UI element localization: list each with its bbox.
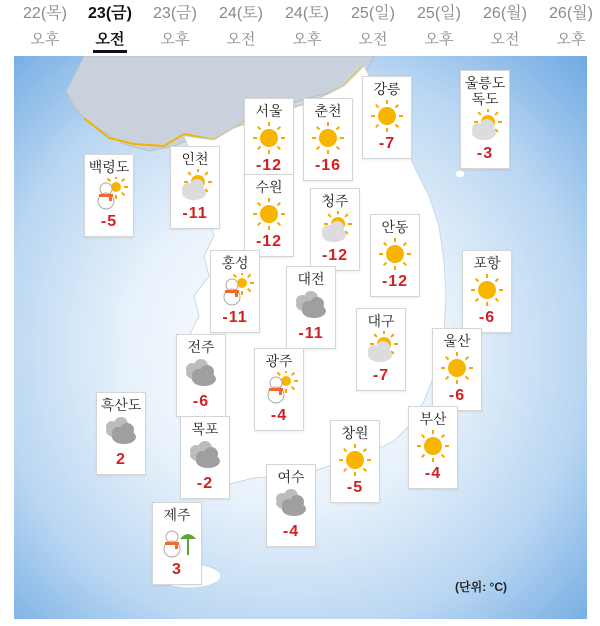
tab-22-pm[interactable] xyxy=(12,4,78,50)
city-name: 부산 xyxy=(419,411,447,427)
sunny-icon xyxy=(250,197,288,231)
city-card[interactable] xyxy=(244,98,294,181)
partly-cloudy-icon xyxy=(362,331,400,365)
city-name: 인천 xyxy=(181,151,209,167)
sunny-icon xyxy=(309,121,347,155)
tab-24-am[interactable] xyxy=(208,4,274,50)
tab-period: 오전 xyxy=(490,31,520,48)
city-temp: 2 xyxy=(116,451,126,468)
city-temp: -2 xyxy=(196,475,214,492)
city-name: 목포 xyxy=(191,421,219,437)
city-temp: -7 xyxy=(378,135,396,152)
city-temp: -4 xyxy=(282,523,300,540)
unit-label: (단위: °C) xyxy=(455,580,507,594)
city-temp: 3 xyxy=(172,561,182,578)
city-name: 울릉도 독도 xyxy=(464,75,506,107)
tab-date: 24(토) xyxy=(285,5,329,22)
city-name: 안동 xyxy=(381,219,409,235)
partly-cloudy-icon xyxy=(466,109,504,143)
sunny-icon xyxy=(376,237,414,271)
partly-cloudy-icon xyxy=(316,211,354,245)
tab-26-am[interactable] xyxy=(472,4,538,50)
tab-date: 25(일) xyxy=(351,5,395,22)
city-card[interactable] xyxy=(286,266,336,349)
tab-date: 26(월) xyxy=(483,5,527,22)
city-card[interactable] xyxy=(84,154,134,237)
sunny-icon xyxy=(368,99,406,133)
city-temp: -11 xyxy=(298,325,324,342)
city-name: 수원 xyxy=(255,179,283,195)
tab-date: 25(일) xyxy=(417,5,461,22)
snow-umbrella-icon xyxy=(158,525,196,559)
tab-period: 오후 xyxy=(292,31,322,48)
tab-25-am[interactable] xyxy=(340,4,406,50)
city-card[interactable] xyxy=(432,328,482,411)
sunny-icon xyxy=(438,351,476,385)
city-card[interactable] xyxy=(370,214,420,297)
tab-date: 23(금) xyxy=(153,5,197,22)
city-temp: -12 xyxy=(321,247,349,264)
city-card[interactable] xyxy=(152,502,202,585)
city-card[interactable] xyxy=(330,420,380,503)
city-card[interactable] xyxy=(96,392,146,475)
city-temp: -4 xyxy=(424,465,442,482)
tab-23-pm[interactable] xyxy=(142,4,208,50)
cloudy-icon xyxy=(292,289,330,323)
city-name: 강릉 xyxy=(373,81,401,97)
city-temp: -3 xyxy=(476,145,494,162)
tab-period: 오전 xyxy=(93,31,128,53)
city-card[interactable] xyxy=(462,250,512,333)
city-card[interactable] xyxy=(210,250,260,333)
ulleungdo-shape xyxy=(455,170,465,178)
tab-date: 22(목) xyxy=(23,5,67,22)
city-temp: -16 xyxy=(314,157,342,174)
tab-26-pm[interactable] xyxy=(538,4,600,50)
city-name: 제주 xyxy=(163,507,191,523)
tab-23-am[interactable] xyxy=(77,4,143,50)
city-temp: -12 xyxy=(381,273,409,290)
city-temp: -4 xyxy=(270,407,288,424)
city-card[interactable] xyxy=(170,146,220,229)
city-card[interactable] xyxy=(356,308,406,391)
sunny-icon xyxy=(468,273,506,307)
city-name: 청주 xyxy=(321,193,349,209)
cloudy-icon xyxy=(272,487,310,521)
city-name: 창원 xyxy=(341,425,369,441)
city-name: 광주 xyxy=(265,353,293,369)
city-temp: -6 xyxy=(478,309,496,326)
city-card[interactable] xyxy=(244,174,294,257)
city-name: 울산 xyxy=(443,333,471,349)
sunny-icon xyxy=(414,429,452,463)
city-name: 대구 xyxy=(367,313,395,329)
city-name: 여수 xyxy=(277,469,305,485)
partly-cloudy-icon xyxy=(176,169,214,203)
city-card[interactable] xyxy=(408,406,458,489)
city-temp: -5 xyxy=(346,479,364,496)
city-card[interactable] xyxy=(180,416,230,499)
city-temp: -7 xyxy=(372,367,390,384)
city-card[interactable] xyxy=(254,348,304,431)
city-card[interactable] xyxy=(310,188,360,271)
city-card[interactable] xyxy=(460,70,510,169)
sunny-icon xyxy=(250,121,288,155)
tab-25-pm[interactable] xyxy=(406,4,472,50)
tab-date: 24(토) xyxy=(219,5,263,22)
city-card[interactable] xyxy=(362,76,412,159)
city-name: 홍성 xyxy=(221,255,249,271)
city-card[interactable] xyxy=(303,98,353,181)
cloudy-icon xyxy=(186,439,224,473)
tab-period: 오후 xyxy=(30,31,60,48)
city-temp: -11 xyxy=(182,205,208,222)
tab-period: 오전 xyxy=(226,31,256,48)
city-temp: -12 xyxy=(255,233,283,250)
tab-date: 26(월) xyxy=(549,5,593,22)
tab-period: 오후 xyxy=(160,31,190,48)
tab-24-pm[interactable] xyxy=(274,4,340,50)
city-name: 대전 xyxy=(297,271,325,287)
sunny-icon xyxy=(336,443,374,477)
city-name: 백령도 xyxy=(88,159,130,175)
city-name: 흑산도 xyxy=(100,397,142,413)
snow-sun-icon xyxy=(216,273,254,307)
city-temp: -6 xyxy=(448,387,466,404)
city-temp: -5 xyxy=(100,213,118,230)
snow-sun-icon xyxy=(260,371,298,405)
city-temp: -12 xyxy=(255,157,283,174)
tab-period: 오후 xyxy=(424,31,454,48)
city-card[interactable] xyxy=(176,334,226,417)
city-temp: -6 xyxy=(192,393,210,410)
tab-period: 오전 xyxy=(358,31,388,48)
city-name: 전주 xyxy=(187,339,215,355)
weather-map xyxy=(14,56,587,619)
city-card[interactable] xyxy=(266,464,316,547)
date-tab-bar xyxy=(0,0,600,56)
city-name: 포항 xyxy=(473,255,501,271)
cloudy-icon xyxy=(182,357,220,391)
city-temp: -11 xyxy=(222,309,248,326)
cloudy-icon xyxy=(102,415,140,449)
city-name: 서울 xyxy=(255,103,283,119)
city-name: 춘천 xyxy=(314,103,342,119)
tab-date: 23(금) xyxy=(88,5,132,22)
snow-sun-icon xyxy=(90,177,128,211)
tab-period: 오후 xyxy=(556,31,586,48)
